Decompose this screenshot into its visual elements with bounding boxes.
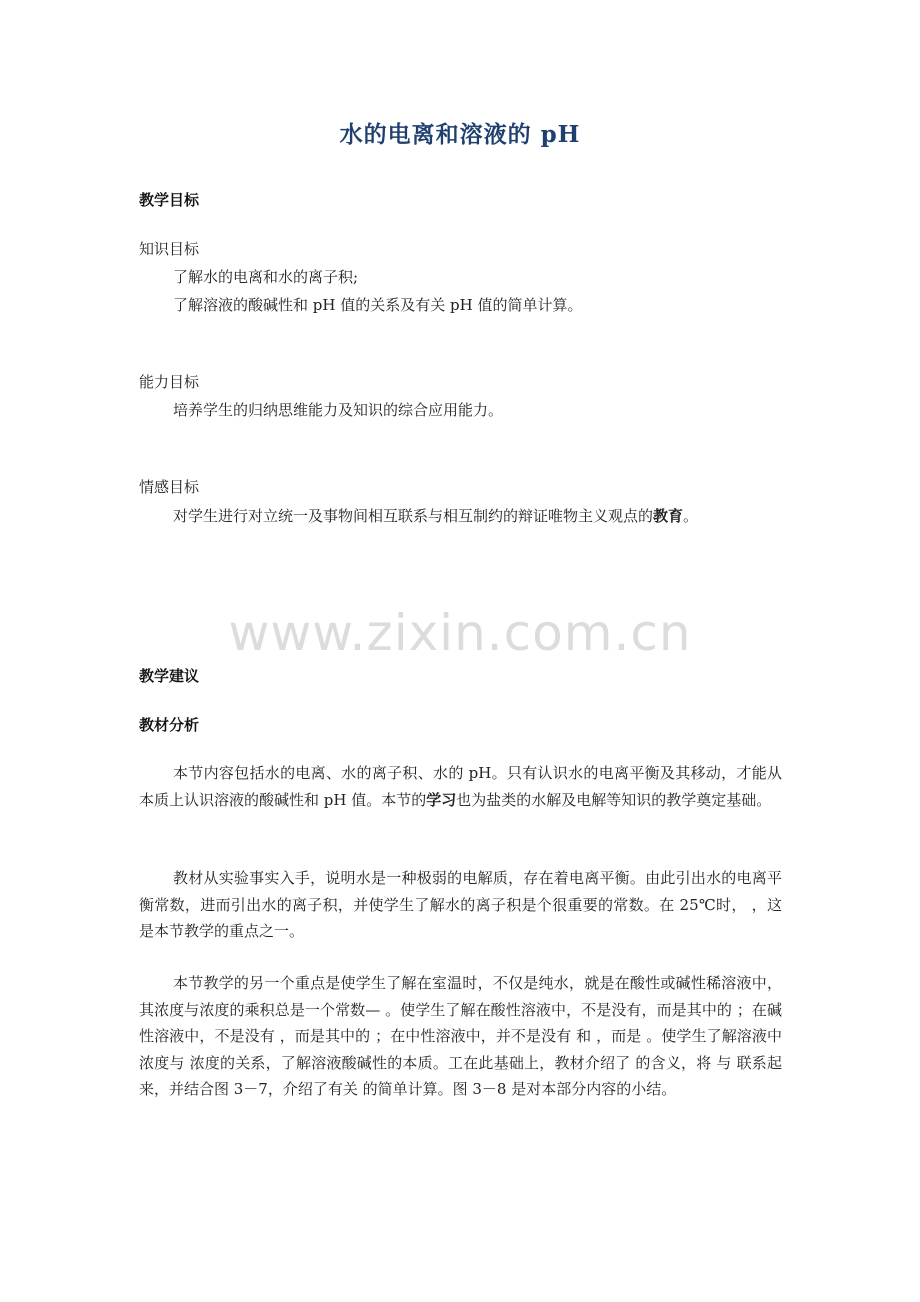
paragraph-1-bold: 学习 [426, 790, 457, 809]
document-title: 水的电离和溶液的 pH [339, 121, 581, 148]
ability-objectives-label: 能力目标 [139, 373, 200, 391]
analysis-paragraph-1 [139, 760, 782, 813]
watermark: www.zixin.com.cn [228, 604, 692, 662]
knowledge-item-1: 了解水的电离和水的离子积; [173, 268, 359, 286]
emotion-item-text: 对学生进行对立统一及事物间相互联系与相互制约的辩证唯物主义观点的 [173, 507, 654, 525]
knowledge-item-2: 了解溶液的酸碱性和 pH 值的关系及有关 pH 值的简单计算。 [173, 296, 583, 314]
emotion-item-end: 。 [683, 507, 699, 525]
analysis-paragraph-2: 教材从实验事实入手，说明水是一种极弱的电解质，存在着电离平衡。由此引出水的电离平衡常数，进而引出水的离子积，并使学生了解水的离子积是个很重要的常数。在 25℃时， ，这是本节教学的重点之一。 [139, 869, 782, 940]
analysis-paragraph-3: 本节教学的另一个重点是使学生了解在室温时，不仅是纯水，就是在酸性或碱性稀溶液中，其浓度与浓度的乘积总是一个常数— 。使学生了解在酸性溶液中，不是没有，而是其中的 ；在碱性溶液中，不是没有 ，而是其中的 ；在中性溶液中，并不是没有 和 ，而是 。使学生了解溶液中 浓度与 浓度的关系，了解溶液酸碱性的本质。工在此基础上，教材介绍了 的含义，将 与 联系起来，并结合图 3－7，介绍了有关 的简单计算。图 3－8 是对本部分内容的小结。 [139, 974, 782, 1098]
emotion-item-1 [173, 505, 698, 526]
emotion-objectives-label: 情感目标 [139, 478, 200, 496]
section-heading-objectives: 教学目标 [139, 191, 200, 209]
paragraph-1-text: 本节内容包括水的电离、水的离子积、水的 pH。只有认识水的电离平衡及其移动，才能从本质上认识溶液的酸碱性和 pH 值。本节的 [139, 764, 782, 809]
ability-item-1: 培养学生的归纳思维能力及知识的综合应用能力。 [173, 401, 504, 419]
section-heading-analysis: 教材分析 [139, 716, 200, 734]
section-heading-suggestions: 教学建议 [139, 667, 200, 685]
emotion-item-bold: 教育 [653, 507, 684, 525]
paragraph-1-end: 也为盐类的水解及电解等知识的教学奠定基础。 [456, 790, 772, 809]
knowledge-objectives-label: 知识目标 [139, 240, 200, 258]
